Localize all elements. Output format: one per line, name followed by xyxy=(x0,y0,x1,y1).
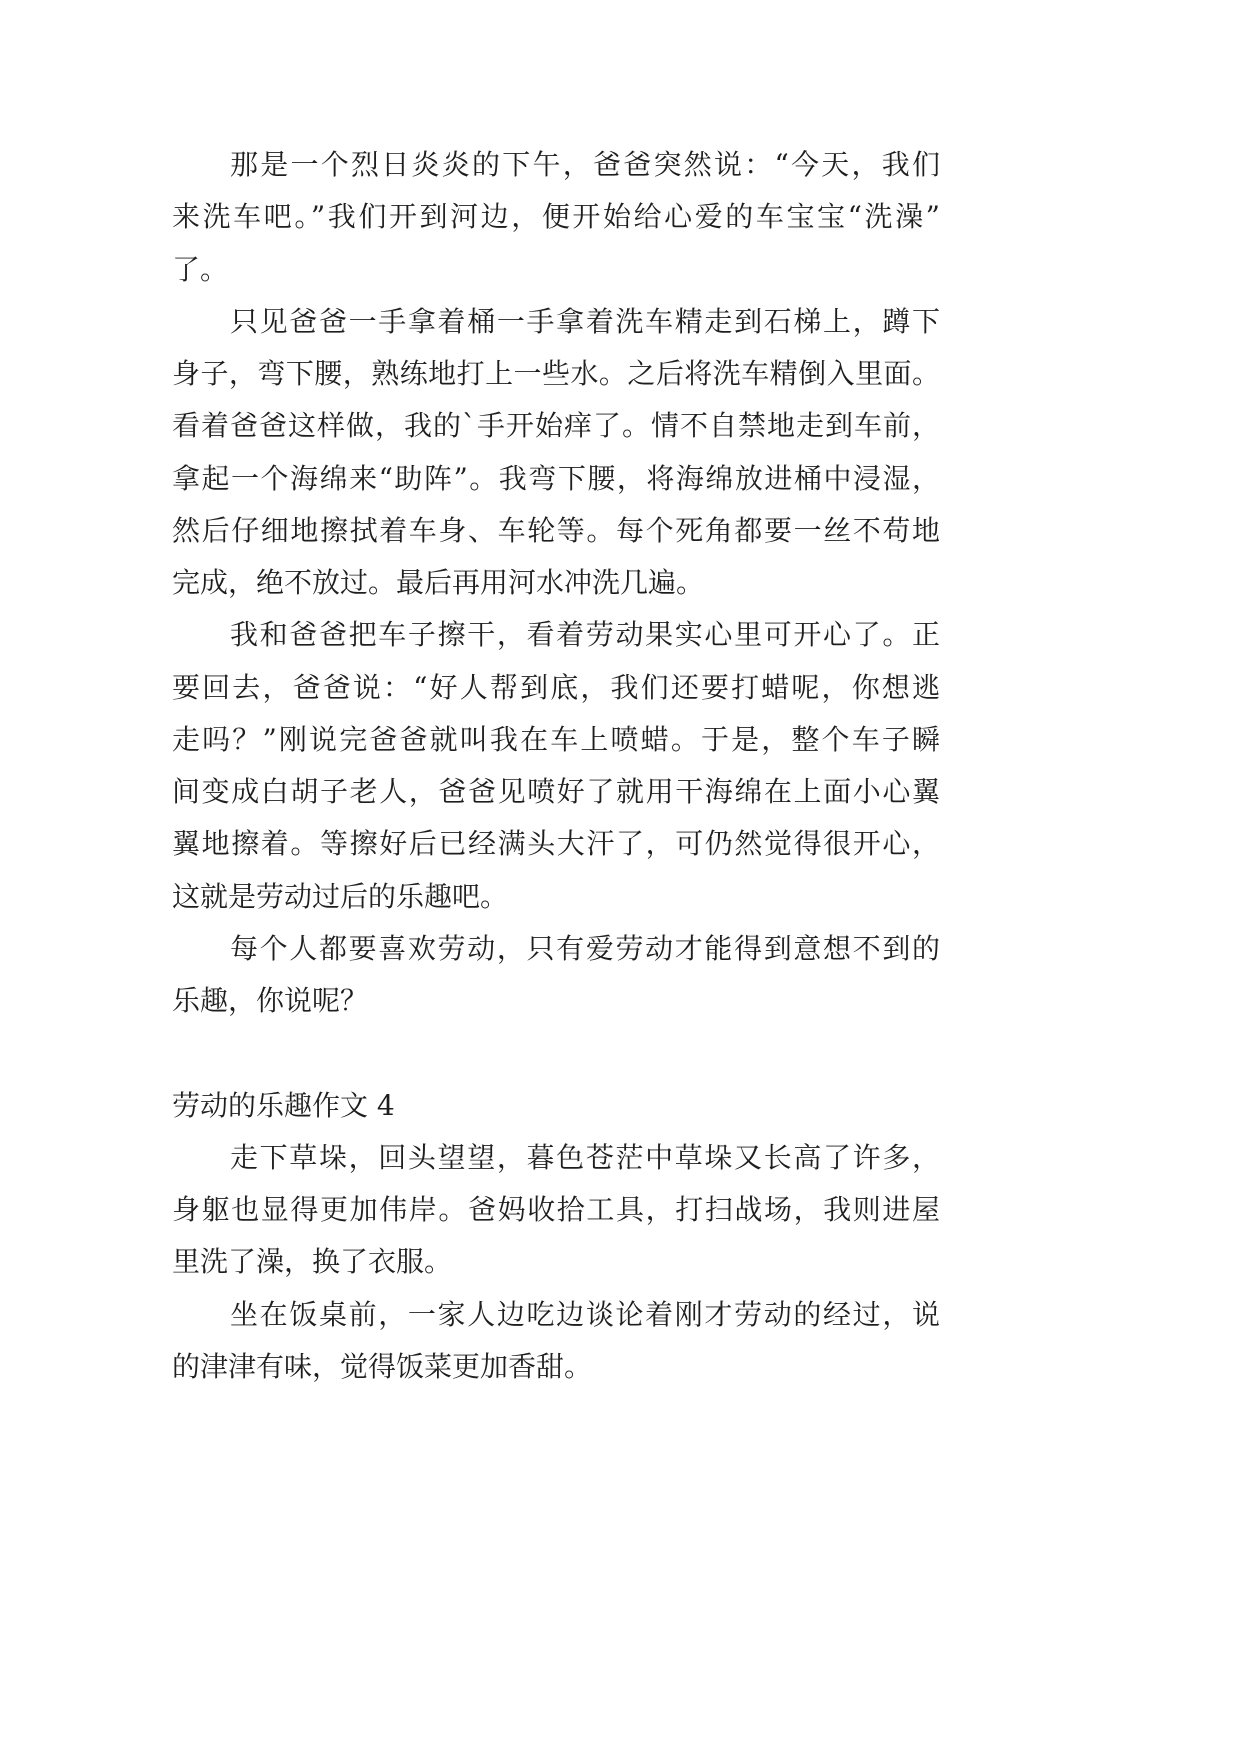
text-line: 坐在饭桌前，一家人边吃边谈论着刚才劳动的经过，说 xyxy=(230,1297,940,1331)
blank-line xyxy=(172,1027,940,1079)
text-line: 只见爸爸一手拿着桶一手拿着洗车精走到石梯上，蹲下 xyxy=(230,304,940,338)
paragraph xyxy=(172,1132,940,1289)
text-line: 间变成白胡子老人，爸爸见喷好了就用干海绵在上面小心翼 xyxy=(172,775,940,808)
text-line: 走吗？”刚说完爸爸就叫我在车上喷蜡。于是，整个车子瞬 xyxy=(172,722,940,756)
text-line: 走下草垛，回头望望，暮色苍茫中草垛又长高了许多， xyxy=(230,1140,940,1174)
paragraph xyxy=(172,139,940,296)
text-line: 身躯也显得更加伟岸。爸妈收拾工具，打扫战场，我则进屋 xyxy=(172,1193,940,1226)
section-heading: 劳动的乐趣作文 4 xyxy=(172,1088,395,1122)
paragraph xyxy=(172,609,940,923)
paragraph xyxy=(172,296,940,610)
text-line: 拿起一个海绵来“助阵”。我弯下腰，将海绵放进桶中浸湿， xyxy=(172,461,940,495)
document-body xyxy=(172,139,940,1393)
text-line: 完成，绝不放过。最后再用河水冲洗几遍。 xyxy=(172,566,705,599)
text-line: 那是一个烈日炎炎的下午，爸爸突然说：“今天，我们 xyxy=(230,148,940,181)
text-line: 里洗了澡，换了衣服。 xyxy=(172,1245,453,1279)
text-line: 每个人都要喜欢劳动，只有爱劳动才能得到意想不到的 xyxy=(230,931,940,965)
text-line: 看着爸爸这样做，我的`手开始痒了。情不自禁地走到车前， xyxy=(172,409,940,443)
paragraph xyxy=(172,1289,940,1394)
text-line: 乐趣，你说呢？ xyxy=(172,984,369,1017)
text-line: 这就是劳动过后的乐趣吧。 xyxy=(172,879,509,913)
text-line: 翼地擦着。等擦好后已经满头大汗了，可仍然觉得很开心， xyxy=(172,827,940,861)
text-line: 要回去，爸爸说：“好人帮到底，我们还要打蜡呢，你想逃 xyxy=(172,670,940,704)
text-line: 来洗车吧。”我们开到河边，便开始给心爱的车宝宝“洗澡” xyxy=(172,200,940,234)
text-line: 我和爸爸把车子擦干，看着劳动果实心里可开心了。正 xyxy=(230,618,940,652)
text-line: 然后仔细地擦拭着车身、车轮等。每个死角都要一丝不苟地 xyxy=(172,513,940,547)
paragraph xyxy=(172,923,940,1028)
text-line: 的津津有味，觉得饭菜更加香甜。 xyxy=(172,1349,593,1383)
text-line: 身子，弯下腰，熟练地打上一些水。之后将洗车精倒入里面。 xyxy=(172,357,940,390)
text-line: 了。 xyxy=(172,252,229,286)
